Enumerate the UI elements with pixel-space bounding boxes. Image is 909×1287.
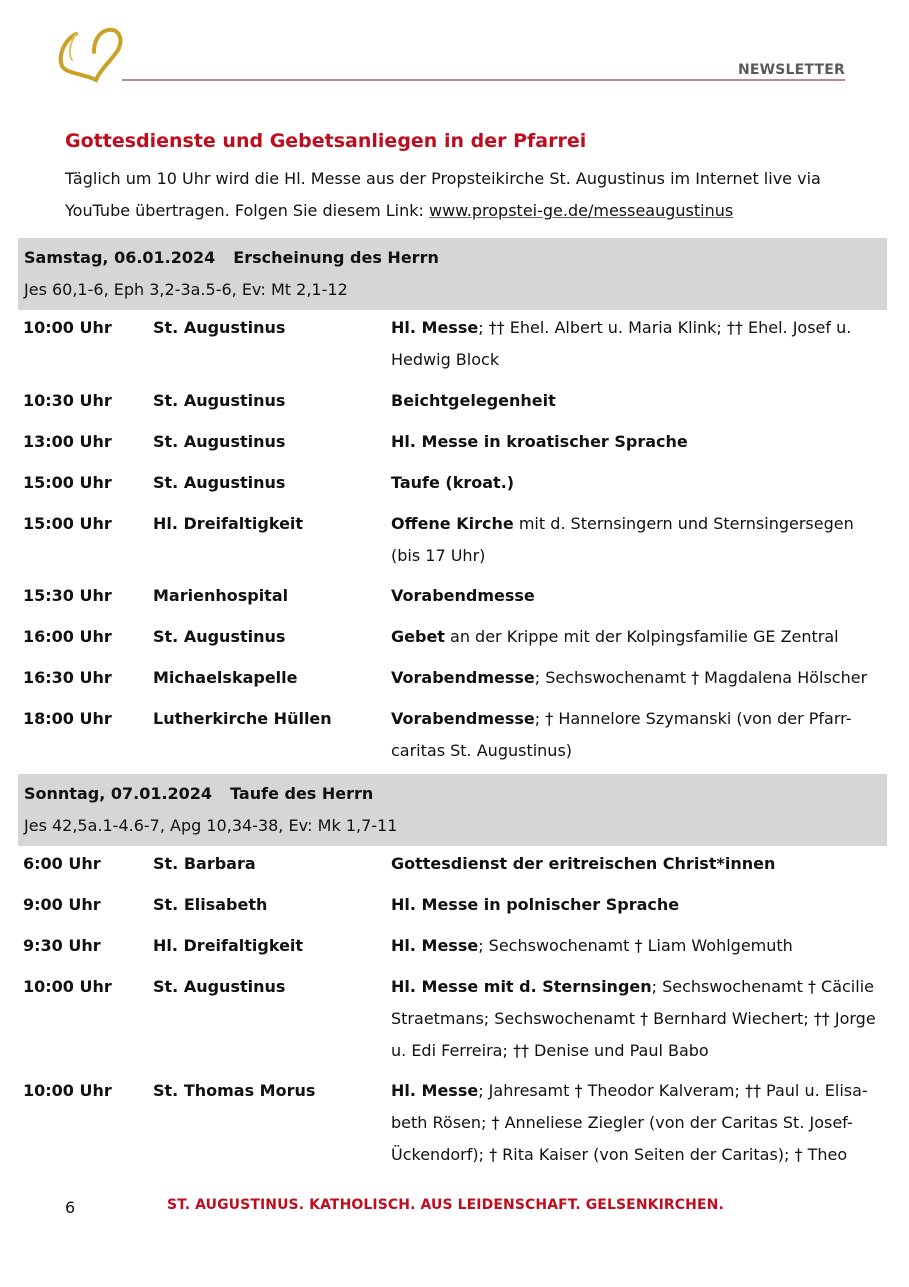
day-readings: Jes 42,5a.1-4.6-7, Apg 10,34-38, Ev: Mk 1,7-11 [24,816,398,835]
event-title: Vorabendmesse [391,709,535,728]
event-description [391,385,885,417]
event-title: Hl. Messe in kroatischer Sprache [391,432,688,451]
event-title: Vorabendmesse [391,586,535,605]
event-place: Lutherkirche Hüllen [153,709,332,728]
header-rule [122,79,845,81]
event-description [391,1075,885,1171]
event-time: 10:00 Uhr [23,1081,112,1100]
event-description [391,467,885,499]
event-details: ; † Hannelore Szymanski (von der Pfarr-caritas St. Augustinus) [391,709,852,760]
day-readings: Jes 60,1-6, Eph 3,2-3a.5-6, Ev: Mt 2,1-12 [24,280,348,299]
intro-text: Täglich um 10 Uhr wird die Hl. Messe aus der Propsteikirche St. Augustinus im Internet live via YouTube übertragen. Folgen Sie diesem Link: [65,169,821,220]
day-feast: Erscheinung des Herrn [233,248,439,267]
event-description [391,426,885,458]
event-details: ; Sechswochenamt † Magdalena Hölscher [534,668,868,687]
event-details: an der Krippe mit der Kolpingsfamilie GE Zentral [444,627,839,646]
event-place: St. Barbara [153,854,256,873]
event-description [391,580,885,612]
section-intro [65,163,865,227]
event-title: Hl. Messe in polnischer Sprache [391,895,680,914]
event-description [391,703,885,767]
event-time: 10:00 Uhr [23,977,112,996]
event-title: Vorabendmesse [391,668,535,687]
day-header [18,774,887,846]
livestream-link[interactable]: www.propstei-ge.de/messeaugustinus [429,201,734,220]
section-title: Gottesdienste und Gebetsanliegen in der Pfarrei [65,130,587,152]
day-date: Samstag, 06.01.2024 [24,248,216,267]
event-description [391,621,885,653]
event-time: 18:00 Uhr [23,709,112,728]
event-title: Beichtgelegenheit [391,391,556,410]
event-time: 6:00 Uhr [23,854,101,873]
event-time: 10:00 Uhr [23,318,112,337]
event-place: St. Elisabeth [153,895,268,914]
event-place: St. Augustinus [153,318,286,337]
event-time: 13:00 Uhr [23,432,112,451]
event-time: 15:00 Uhr [23,473,112,492]
event-title: Offene Kirche [391,514,514,533]
event-time: 10:30 Uhr [23,391,112,410]
event-place: St. Augustinus [153,627,286,646]
event-time: 16:00 Uhr [23,627,112,646]
page-number: 6 [65,1198,76,1217]
event-place: St. Augustinus [153,432,286,451]
event-title: Gottesdienst der eritreischen Christ*innen [391,854,776,873]
event-time: 9:00 Uhr [23,895,101,914]
event-description [391,889,885,921]
heart-outline-logo-icon [56,26,126,84]
event-place: Hl. Dreifaltigkeit [153,514,304,533]
event-place: Michaelskapelle [153,668,298,687]
footer-slogan: ST. AUGUSTINUS. KATHOLISCH. AUS LEIDENSCHAFT. GELSENKIRCHEN. [167,1197,724,1213]
event-place: St. Thomas Morus [153,1081,316,1100]
event-time: 16:30 Uhr [23,668,112,687]
event-title: Hl. Messe [391,936,479,955]
newsletter-label: NEWSLETTER [737,62,845,78]
event-details: ; Sechswochenamt † Liam Wohlgemuth [478,936,793,955]
event-details: ; Sechswochenamt † Cäcilie Straetmans; Sechswochenamt † Bernhard Wiechert; †† Jorge u. Edi Ferreira; †† Denise und Paul Babo [391,977,876,1060]
day-header [18,238,887,310]
event-description [391,662,885,694]
event-details: mit d. Sternsingern und Sternsingersegen (bis 17 Uhr) [391,514,854,565]
day-date: Sonntag, 07.01.2024 [24,784,213,803]
event-title: Hl. Messe [391,318,479,337]
event-time: 15:30 Uhr [23,586,112,605]
event-time: 9:30 Uhr [23,936,101,955]
event-title: Gebet [391,627,445,646]
event-description [391,848,885,880]
event-description [391,508,885,572]
event-title: Hl. Messe [391,1081,479,1100]
event-title: Hl. Messe mit d. Sternsingen [391,977,652,996]
event-description [391,971,885,1067]
event-place: St. Augustinus [153,391,286,410]
event-place: St. Augustinus [153,977,286,996]
event-description [391,312,885,376]
day-feast: Taufe des Herrn [230,784,374,803]
event-place: Marienhospital [153,586,289,605]
event-title: Taufe (kroat.) [391,473,515,492]
event-details: ; Jahresamt † Theodor Kalveram; †† Paul u. Elisa-beth Rösen; † Anneliese Ziegler (von der Caritas St. Josef-Ückendorf); † Rita Kaiser (von Seiten der Caritas); † Theo [391,1081,868,1164]
event-place: St. Augustinus [153,473,286,492]
event-place: Hl. Dreifaltigkeit [153,936,304,955]
event-description [391,930,885,962]
event-time: 15:00 Uhr [23,514,112,533]
event-details: ; †† Ehel. Albert u. Maria Klink; †† Ehel. Josef u. Hedwig Block [391,318,852,369]
